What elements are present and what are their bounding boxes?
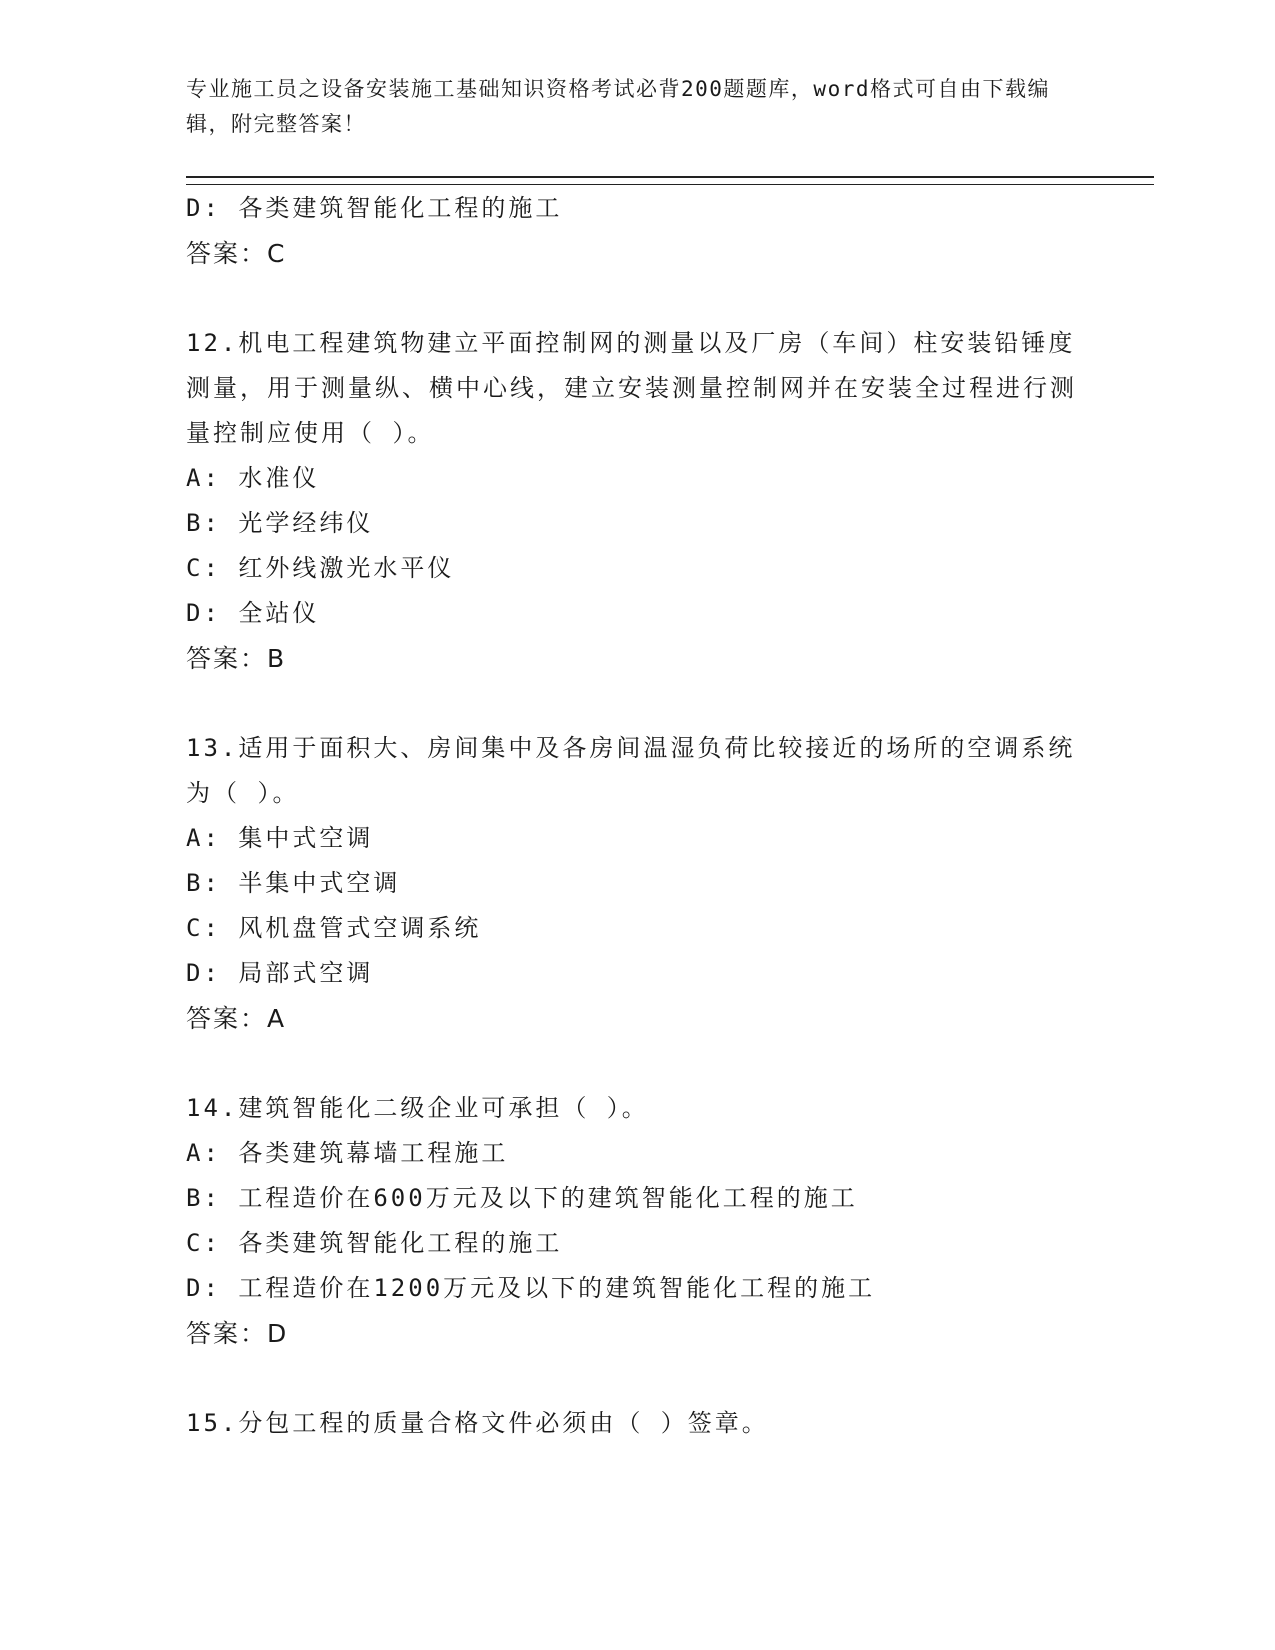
question-14 <box>186 1086 1086 1356</box>
option-c: C: 风机盘管式空调系统 <box>186 914 482 942</box>
prev-answer: 答案：C <box>186 239 287 268</box>
option-c: C: 红外线激光水平仪 <box>186 554 455 582</box>
question-stem: 14.建筑智能化二级企业可承担（ ）。 <box>186 1094 649 1122</box>
option-b: B: 光学经纬仪 <box>186 509 374 537</box>
answer: 答案：B <box>186 644 287 673</box>
answer: 答案：D <box>186 1319 289 1348</box>
option-d: D: 局部式空调 <box>186 959 374 987</box>
document-body <box>186 186 1086 1446</box>
prev-option-d: D: 各类建筑智能化工程的施工 <box>186 194 563 222</box>
option-b: B: 工程造价在600万元及以下的建筑智能化工程的施工 <box>186 1184 858 1212</box>
header-divider <box>186 176 1154 185</box>
question-stem: 12.机电工程建筑物建立平面控制网的测量以及厂房（车间）柱安装铅锤度测量，用于测量纵、横中心线，建立安装测量控制网并在安装全过程进行测量控制应使用（ ）。 <box>186 329 1077 447</box>
option-d: D: 全站仪 <box>186 599 320 627</box>
question-12 <box>186 321 1086 681</box>
question-stem: 13.适用于面积大、房间集中及各房间温湿负荷比较接近的场所的空调系统为（ ）。 <box>186 734 1076 807</box>
option-d: D: 工程造价在1200万元及以下的建筑智能化工程的施工 <box>186 1274 876 1302</box>
option-b: B: 半集中式空调 <box>186 869 401 897</box>
option-a: A: 水准仪 <box>186 464 320 492</box>
page-header: 专业施工员之设备安装施工基础知识资格考试必背200题题库，word格式可自由下载编辑，附完整答案！ <box>186 77 1050 136</box>
answer: 答案：A <box>186 1004 287 1033</box>
question-15 <box>186 1401 1086 1446</box>
option-a: A: 各类建筑幕墙工程施工 <box>186 1139 509 1167</box>
option-c: C: 各类建筑智能化工程的施工 <box>186 1229 563 1257</box>
question-stem: 15.分包工程的质量合格文件必须由（ ）签章。 <box>186 1409 769 1437</box>
question-13 <box>186 726 1086 1041</box>
option-a: A: 集中式空调 <box>186 824 374 852</box>
